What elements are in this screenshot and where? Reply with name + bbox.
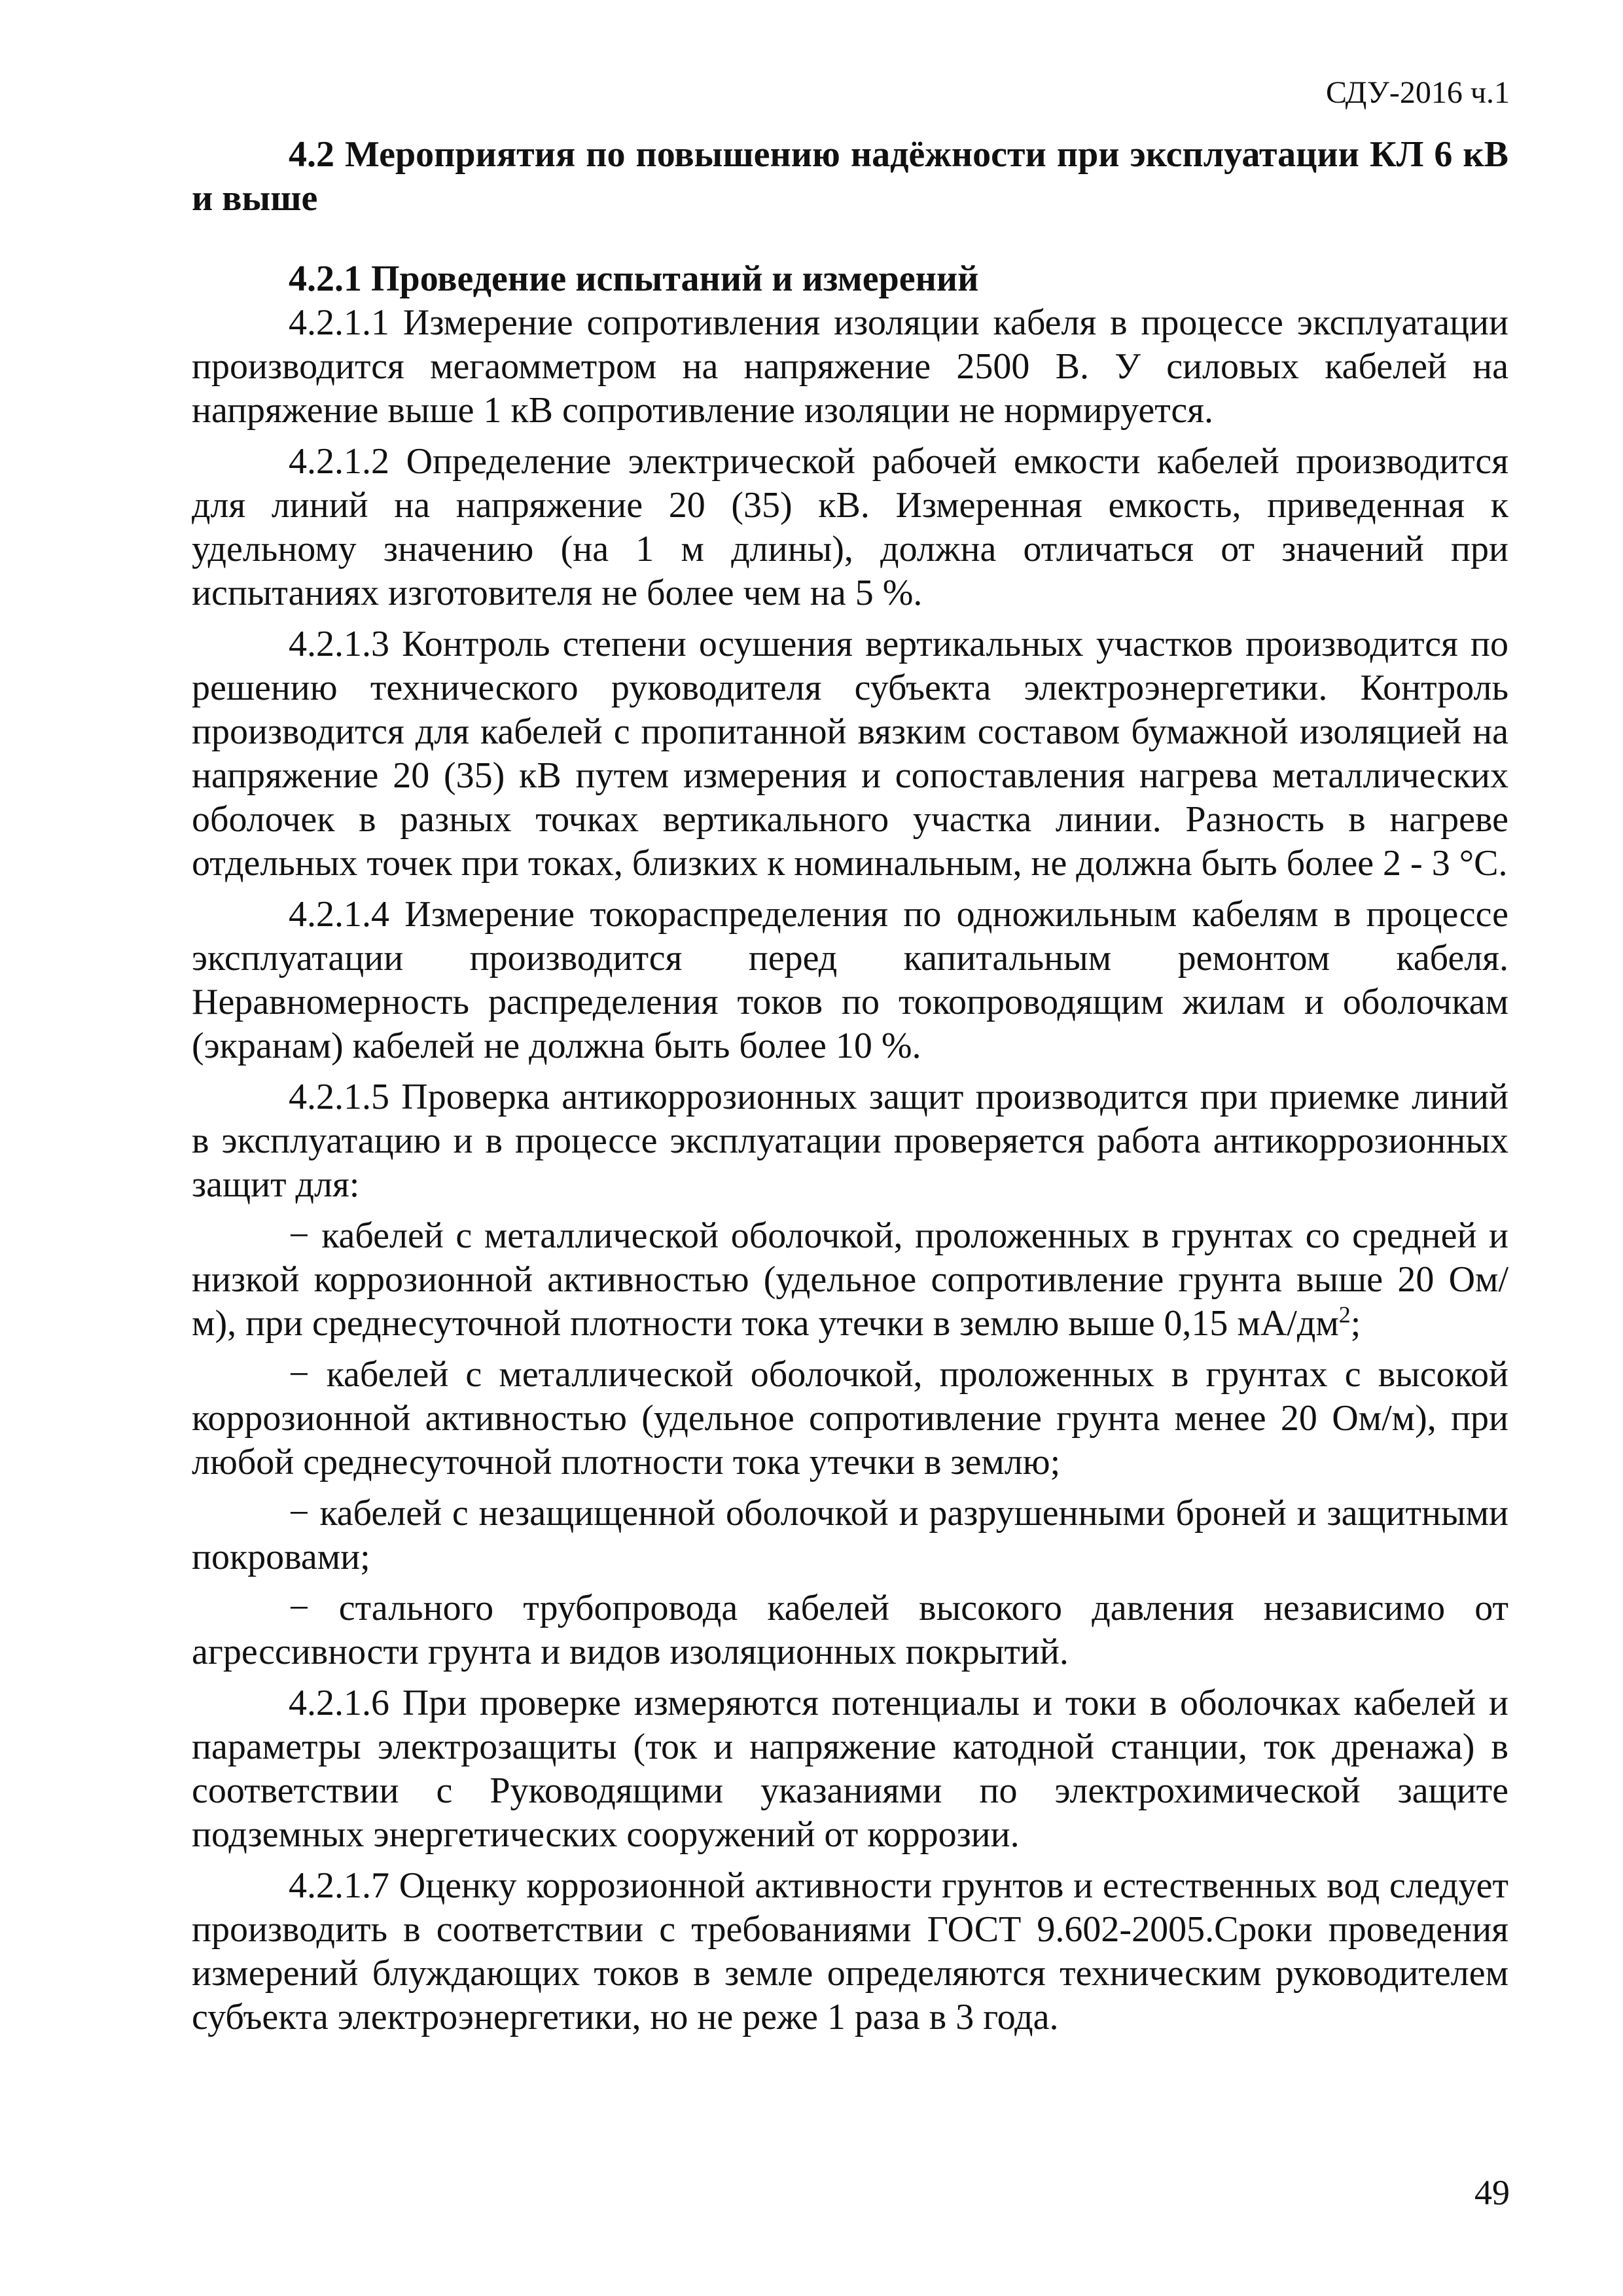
bullet-item-2: − кабелей с металлической оболочкой, проложенных в грунтах с высокой коррозионной активностью (удельное сопротивление грунта менее 20 Ом/м), при любой среднесуточной плотности тока утечки в землю; [192,1354,1508,1482]
paragraph-4-2-1-2: 4.2.1.2 Определение электрической рабочей емкости кабелей производится для линий на напряжение 20 (35) кВ. Измеренная емкость, приведенная к удельному значению (на 1 м длины), должна отличаться от значений при испытаниях изготовителя не более чем на 5 %. [192,441,1508,613]
subsection-title: 4.2.1 Проведение испытаний и измерений [289,259,979,299]
paragraph-4-2-1-6: 4.2.1.6 При проверке измеряются потенциалы и токи в оболочках кабелей и параметры электрозащиты (ток и напряжение катодной станции, ток дренажа) в соответствии с Руководящими указаниями по электрохимической защите подземных энергетических сооружений от коррозии. [192,1683,1508,1855]
document-body [192,133,1508,2047]
paragraph-4-2-1-3: 4.2.1.3 Контроль степени осушения вертикальных участков производится по решению технического руководителя субъекта электроэнергетики. Контроль производится для кабелей с пропитанной вязким составом бумажной изоляцией на напряжение 20 (35) кВ путем измерения и сопоставления нагрева металлических оболочек в разных точках вертикального участка линии. Разность в нагреве отдельных точек при токах, близких к номинальным, не должна быть более 2 - 3 °С. [192,624,1508,884]
page-number: 49 [1474,2173,1510,2212]
section-title: 4.2 Мероприятия по повышению надёжности при эксплуатации КЛ 6 кВ и выше [192,134,1508,219]
paragraph-4-2-1-4: 4.2.1.4 Измерение токораспределения по одножильным кабелям в процессе эксплуатации производится перед капитальным ремонтом кабеля. Неравномерность распределения токов по токопроводящим жилам и оболочкам (экранам) кабелей не должна быть более 10 %. [192,894,1508,1066]
bullet-item-3: − кабелей с незащищенной оболочкой и разрушенными броней и защитными покровами; [192,1493,1508,1577]
bullet-item-4: − стального трубопровода кабелей высокого давления независимо от агрессивности грунта и видов изоляционных покрытий. [192,1588,1508,1672]
document-code: СДУ-2016 ч.1 [1325,75,1510,110]
paragraph-4-2-1-1: 4.2.1.1 Измерение сопротивления изоляции кабеля в процессе эксплуатации производится мегаомметром на напряжение 2500 В. У силовых кабелей на напряжение выше 1 кВ сопротивление изоляции не нормируется. [192,302,1508,431]
bullet-item-1-superscript: 2 [1338,1301,1351,1328]
bullet-item-1-text: − кабелей с металлической оболочкой, проложенных в грунтах со средней и низкой коррозионной активностью (удельное сопротивление грунта выше 20 Ом/м), при среднесуточной плотности тока утечки в землю выше 0,15 мА/дм [192,1215,1508,1344]
paragraph-4-2-1-7: 4.2.1.7 Оценку коррозионной активности грунтов и естественных вод следует производить в соответствии с требованиями ГОСТ 9.602-2005.Сроки проведения измерений блуждающих токов в земле определяются техническим руководителем субъекта электроэнергетики, но не реже 1 раза в 3 года. [192,1865,1508,2037]
paragraph-4-2-1-5: 4.2.1.5 Проверка антикоррозионных защит производится при приемке линий в эксплуатацию и в процессе эксплуатации проверяется работа антикоррозионных защит для: [192,1077,1508,1205]
bullet-item-1-tail: ; [1350,1303,1361,1344]
bullet-item-1 [192,1214,1508,1346]
